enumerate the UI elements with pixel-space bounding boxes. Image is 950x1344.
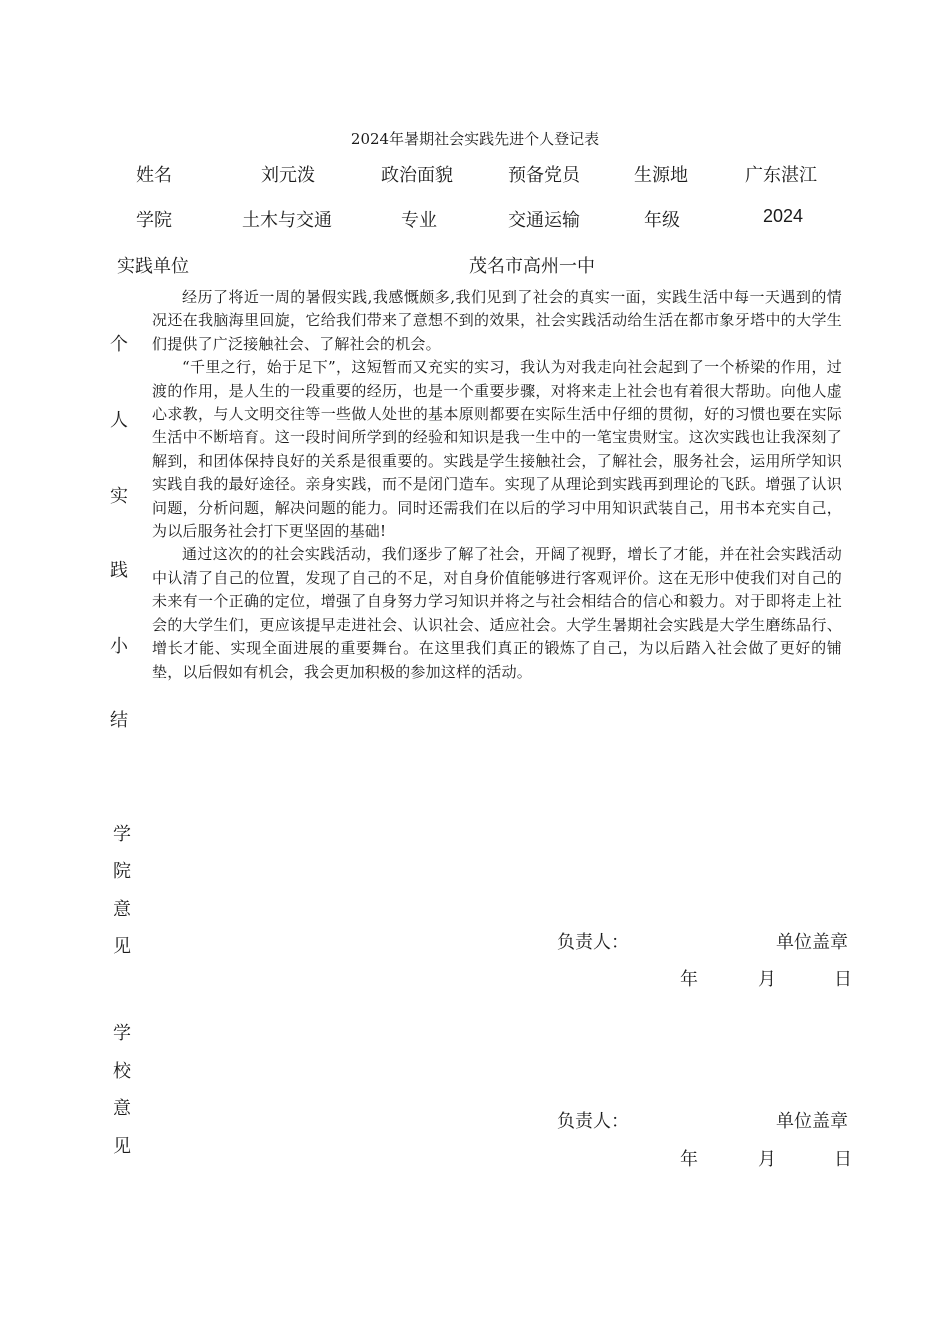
college-label: 学院 [136,210,172,231]
college-value: 土木与交通 [242,210,332,231]
summary-paragraph: 经历了将近一周的暑假实践,我感慨颇多,我们见到了社会的真实一面，实践生活中每一天遇到的情况还在我脑海里回旋，它给我们带来了意想不到的效果，社会实践活动给生活在都市象牙塔中的大学生们提供了广泛接触社会、了解社会的机会。 [152,288,842,353]
college-year-label: 年 [680,969,698,990]
college-opinion-side-char: 院 [113,861,131,882]
school-opinion-side-char: 校 [113,1061,131,1082]
summary-text [152,286,842,684]
school-year-label: 年 [680,1149,698,1170]
school-opinion-side-char: 见 [113,1136,131,1157]
practice-unit-label: 实践单位 [117,256,189,277]
summary-side-char: 结 [110,710,128,731]
college-opinion-side-char: 学 [113,824,131,845]
summary-side-char: 人 [110,410,128,431]
grade-label: 年级 [644,210,680,231]
political-status-label: 政治面貌 [381,165,453,186]
college-day-label: 日 [834,969,852,990]
summary-paragraph: “千里之行，始于足下”，这短暂而又充实的实习，我认为对我走向社会起到了一个桥梁的作用，过渡的作用，是人生的一段重要的经历，也是一个重要步骤，对将来走上社会也有着很大帮助。向他人虚心求教，与人文明交往等一些做人处世的基本原则都要在实际生活中仔细的贯彻，好的习惯也要在实际生活中不断培育。这一段时间所学到的经验和知识是我一生中的一笔宝贵财宝。这次实践也让我深刻了解到，和团体保持良好的关系是很重要的。实践是学生接触社会，了解社会，服务社会，运用所学知识实践自我的最好途径。亲身实践，而不是闭门造车。实现了从理论到实践再到理论的飞跃。增强了认识问题，分析问题，解决问题的能力。同时还需我们在以后的学习中用知识武装自己，用书本充实自己，为以后服务社会打下更坚固的基础! [152,358,842,541]
grade-value: 2024 [763,206,804,226]
major-value: 交通运输 [508,210,580,231]
name-label: 姓名 [136,165,172,186]
college-month-label: 月 [758,969,776,990]
college-opinion-side-char: 意 [113,899,131,920]
summary-side-char: 个 [110,334,128,355]
college-seal-label: 单位盖章 [776,932,848,953]
practice-unit-value: 茂名市高州一中 [469,256,595,277]
summary-side-char: 小 [110,636,128,657]
college-opinion-side-char: 见 [113,936,131,957]
origin-value: 广东湛江 [745,165,817,186]
summary-side-char: 实 [110,486,128,507]
school-seal-label: 单位盖章 [776,1111,848,1132]
summary-side-char: 践 [110,560,128,581]
origin-label: 生源地 [634,165,688,186]
school-responsible-label: 负责人： [557,1111,629,1132]
school-month-label: 月 [758,1149,776,1170]
school-opinion-side-char: 意 [113,1098,131,1119]
college-responsible-label: 负责人： [557,932,629,953]
name-value: 刘元泼 [261,165,315,186]
summary-paragraph: 通过这次的的社会实践活动，我们逐步了解了社会，开阔了视野，增长了才能，并在社会实践活动中认清了自己的位置，发现了自己的不足，对自身价值能够进行客观评价。这在无形中使我们对自己的未来有一个正确的定位，增强了自身努力学习知识并将之与社会相结合的信心和毅力。对于即将走上社会的大学生们，更应该提早走进社会、认识社会、适应社会。大学生暑期社会实践是大学生磨练品行、增长才能、实现全面进展的重要舞台。在这里我们真正的锻炼了自己，为以后踏入社会做了更好的铺垫，以后假如有机会，我会更加积极的参加这样的活动。 [152,545,842,681]
major-label: 专业 [401,210,437,231]
form-title: 2024年暑期社会实践先进个人登记表 [350,130,600,148]
school-opinion-side-char: 学 [113,1023,131,1044]
school-day-label: 日 [834,1149,852,1170]
political-status-value: 预备党员 [508,165,580,186]
